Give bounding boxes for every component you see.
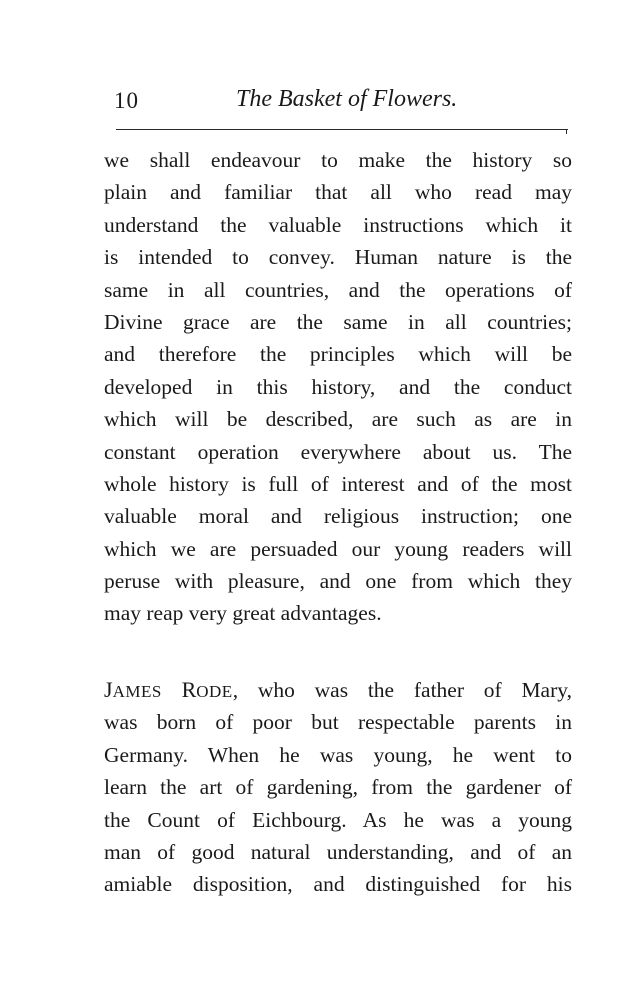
text-line: same in all countries, and the operations of [104,277,572,302]
text-line: may reap very great advantages. [104,601,382,626]
text-line: we shall endeavour to make the history so [104,148,572,172]
small-caps-initial: J [104,677,113,702]
small-caps-initial: R [181,677,197,702]
paragraph-1 [104,144,572,630]
text-line: which will be described, are such as are in [104,407,572,432]
paragraph-2 [104,674,572,901]
text-line: learn the art of gardening, from the gardener of [104,775,572,800]
running-head [108,84,570,116]
text-line: understand the valuable instructions which it [104,212,572,237]
text-line: constant operation everywhere about us. The [104,439,572,464]
text-line: Germany. When he was young, he went to [104,742,572,767]
text-line: which we are persuaded our young readers will [104,536,572,561]
text-line: valuable moral and religious instruction; one [104,504,572,529]
lead-line-rest: , who was the father of Mary, [232,678,572,702]
page-number: 10 [114,88,139,113]
text-line: peruse with pleasure, and one from which they [104,569,572,594]
text-line: amiable disposition, and distinguished for his [104,872,572,897]
text-line: was born of poor but respectable parents in [104,710,572,735]
small-caps-rest: ODE [196,682,233,701]
text-line: Divine grace are the same in all countries; [104,309,572,334]
text-line: whole history is full of interest and of the most [104,471,572,496]
small-caps-rest: AMES [112,682,162,701]
book-title: The Basket of Flowers. [236,86,458,112]
text-line: developed in this history, and the conduct [104,374,572,399]
header-rule [116,129,568,130]
text-line: is intended to convey. Human nature is the [104,245,572,270]
text-line: and therefore the principles which will be [104,342,572,367]
text-line-lead [104,674,572,706]
text-line: plain and familiar that all who read may [104,180,572,205]
header-rule-end [566,129,567,134]
text-line: man of good natural understanding, and of an [104,839,572,864]
text-line: the Count of Eichbourg. As he was a young [104,807,572,832]
